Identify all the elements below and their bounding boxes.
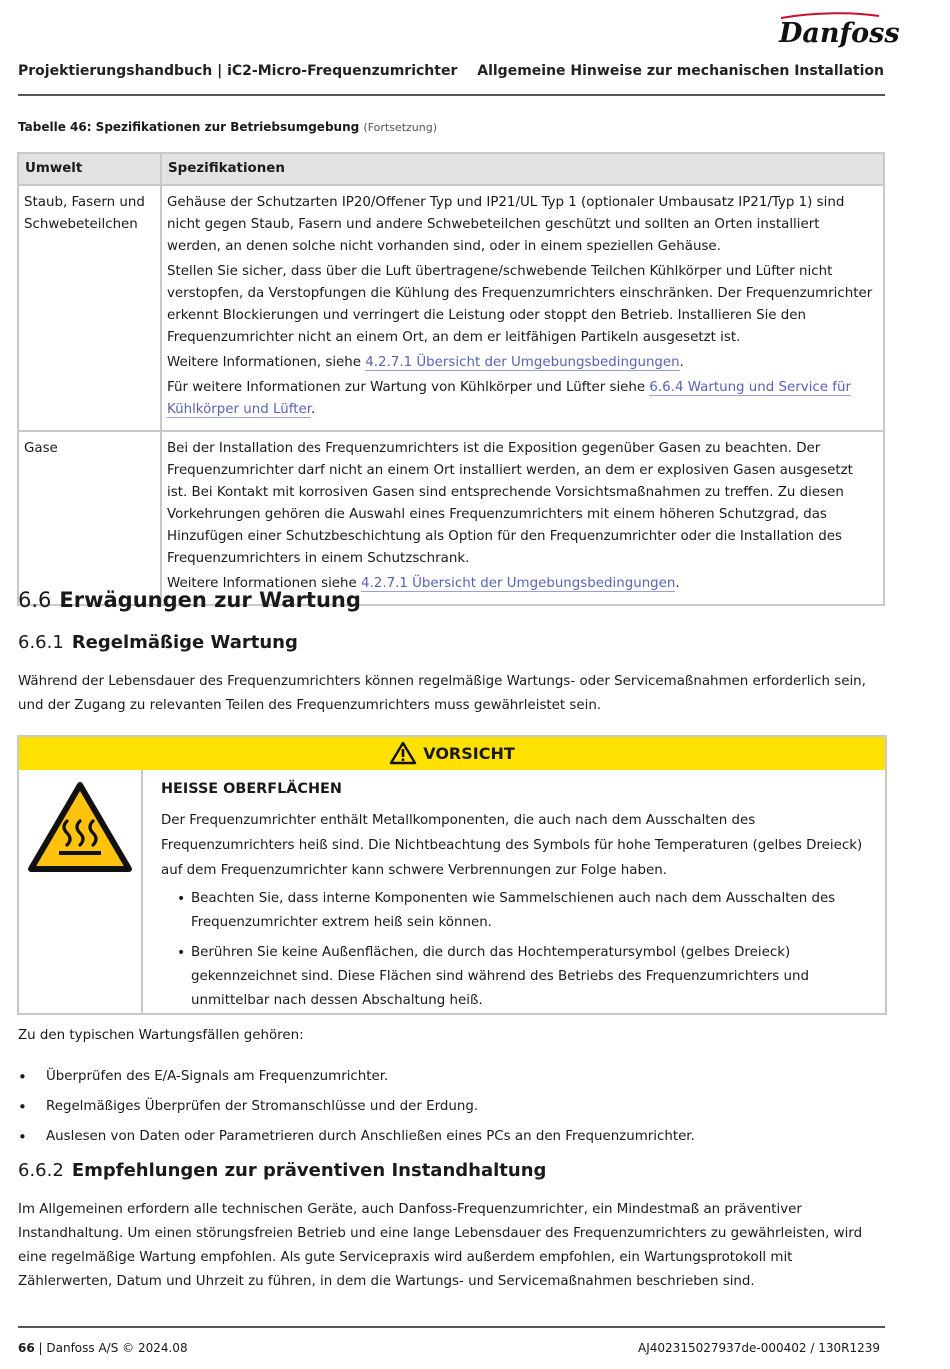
danfoss-logo	[775, 10, 900, 54]
section-heading-6-6-2	[18, 1160, 546, 1181]
caution-subtitle: HEISSE OBERFLÄCHEN	[161, 781, 342, 797]
spec-text: Weitere Informationen, siehe	[167, 355, 366, 370]
row-spec-gases	[161, 431, 884, 605]
warning-triangle-icon	[389, 741, 417, 765]
environment-spec-table	[17, 152, 885, 606]
list-item: • Regelmäßiges Überprüfen der Stromanschlüsse und der Erdung.	[18, 1096, 695, 1126]
logo-wordmark: Danfoss	[779, 18, 900, 49]
spec-text: .	[310, 402, 316, 417]
spec-text: .	[675, 576, 680, 591]
caution-box	[17, 735, 887, 1015]
section-title: Regelmäßige Wartung	[71, 632, 298, 653]
row-spec-dust	[161, 185, 884, 431]
hot-surface-warning-icon	[27, 781, 133, 879]
table-row	[18, 185, 884, 431]
section-number: 6.6.2	[18, 1160, 64, 1181]
spec-paragraph: Bei der Installation des Frequenzumrichters ist die Exposition gegenüber Gasen zu beachten. Der Frequenzumrichter darf nicht an einem Ort installiert werden, an dem er explosiven Gasen ausgesetzt ist. Bei Kontakt mit korrosiven Gasen sind entsprechende Vorsichtsmaßnahmen zu treffen. Zu diesen Vorkehrungen gehören die Auswahl eines Frequenzumrichters mit einem höheren Schutzgrad, das Hinzufügen einer Schutzbeschichtung als Option für den Frequenzumrichter oder die Installation des Frequenzumrichters in einem Schutzschrank.	[167, 441, 853, 566]
footer-divider	[18, 1326, 885, 1328]
table-caption-title: Tabelle 46: Spezifikationen zur Betriebsumgebung	[18, 120, 360, 134]
link-heatsink-fan-maintenance[interactable]: 6.6.4 Wartung und Service für Kühlkörper und Lüfter	[167, 380, 851, 417]
row-environment-gases: Gase	[18, 431, 161, 605]
caution-bullet-list	[161, 887, 871, 1013]
header-chapter-title: Allgemeine Hinweise zur mechanischen Installation	[477, 63, 884, 79]
maintenance-intro: Zu den typischen Wartungsfällen gehören:	[18, 1028, 304, 1043]
caution-divider	[141, 770, 143, 1013]
column-header-specifications: Spezifikationen	[161, 153, 884, 185]
section-title: Erwägungen zur Wartung	[59, 588, 361, 612]
table-caption	[18, 120, 437, 134]
section-body-text: Im Allgemeinen erfordern alle technischen Geräte, auch Danfoss-Frequenzumrichter, ein Mindestmaß an präventiver Instandhaltung. Um einen störungsfreien Betrieb und eine lange Lebensdauer des Frequenzumrichters zu gewährleisten, wird eine regelmäßige Wartung empfohlen. Als gute Servicepraxis wird außerdem empfohlen, ein Wartungsprotokoll mit Zählerwerten, Datum und Uhrzeit zu führen, in dem die Wartungs- und Servicemaßnahmen beschrieben sind.	[18, 1202, 863, 1289]
section-number: 6.6.1	[18, 632, 64, 653]
footer-copyright: | Danfoss A/S © 2024.08	[34, 1341, 188, 1355]
section-intro-text: Während der Lebensdauer des Frequenzumrichters können regelmäßige Wartungs- oder Servicemaßnahmen erforderlich sein, und der Zugang zu relevanten Teilen des Frequenzumrichters muss gewährleistet sein.	[18, 674, 866, 713]
section-heading-6-6-1	[18, 632, 298, 653]
spec-paragraph: Stellen Sie sicher, dass über die Luft übertragene/schwebende Teilchen Kühlkörper und Lüfter nicht verstopfen, da Verstopfungen die Kühlung des Frequenzumrichters einschränken. Der Frequenzumrichter erkennt Blockierungen und verringert die Leistung oder stoppt den Betrieb. Installieren Sie den Frequenzumrichter nicht an einem Ort, an dem er leitfähigen Partikeln ausgesetzt ist.	[167, 264, 873, 345]
header-divider	[18, 94, 885, 96]
table-caption-continued: (Fortsetzung)	[363, 121, 438, 134]
spec-paragraph	[167, 377, 877, 421]
list-item: • Auslesen von Daten oder Parametrieren durch Anschließen eines PCs an den Frequenzumrichter.	[18, 1126, 695, 1156]
caution-text: Der Frequenzumrichter enthält Metallkomponenten, die auch nach dem Ausschalten des Frequenzumrichters heiß sind. Die Nichtbeachtung des Symbols für hohe Temperaturen (gelbes Dreieck) auf dem Frequenzumrichter kann schwere Verbrennungen zur Folge haben.	[161, 813, 863, 878]
section-heading-6-6	[18, 588, 361, 612]
link-environment-overview[interactable]: 4.2.7.1 Übersicht der Umgebungsbedingungen	[365, 355, 680, 370]
footer-document-id: AJ402315027937de-000402 / 130R1239	[638, 1341, 880, 1355]
row-environment-dust: Staub, Fasern und Schwebeteilchen	[18, 185, 161, 431]
section-number: 6.6	[18, 588, 52, 612]
maintenance-list	[18, 1066, 695, 1156]
list-item: • Beachten Sie, dass interne Komponenten wie Sammelschienen auch nach dem Ausschalten des Frequenzumrichter extrem heiß sein können.	[191, 887, 871, 935]
table-row	[18, 431, 884, 605]
section-title: Empfehlungen zur präventiven Instandhaltung	[71, 1160, 547, 1181]
list-item: • Überprüfen des E/A-Signals am Frequenzumrichter.	[18, 1066, 695, 1096]
table-header-row	[18, 153, 884, 185]
spec-text: Weitere Informationen siehe	[167, 576, 362, 591]
caution-body	[161, 777, 871, 1019]
spec-text: Für weitere Informationen zur Wartung von Kühlkörper und Lüfter siehe	[167, 380, 650, 395]
spec-text: .	[679, 355, 684, 370]
caution-title	[19, 737, 885, 770]
header-document-title: Projektierungshandbuch | iC2-Micro-Frequenzumrichter	[18, 63, 458, 79]
caution-label: VORSICHT	[423, 744, 515, 763]
page-number: 66	[18, 1341, 35, 1355]
list-item: • Berühren Sie keine Außenflächen, die durch das Hochtemperatursymbol (gelbes Dreieck) gekennzeichnet sind. Diese Flächen sind während des Betriebs des Frequenzumrichters und unmittelbar nach dessen Abschaltung heiß.	[191, 941, 871, 1013]
spec-paragraph: Gehäuse der Schutzarten IP20/Offener Typ und IP21/UL Typ 1 (optionaler Umbausatz IP21/Typ 1) sind nicht gegen Staub, Fasern und andere Schwebeteilchen geschützt und sollten an Orten installiert werden, an denen solche nicht vorhanden sind, oder in einem speziellen Gehäuse.	[167, 195, 845, 254]
link-environment-overview[interactable]: 4.2.7.1 Übersicht der Umgebungsbedingungen	[361, 576, 676, 591]
footer-left	[18, 1341, 188, 1355]
column-header-environment: Umwelt	[18, 153, 161, 185]
spec-paragraph	[167, 352, 877, 374]
